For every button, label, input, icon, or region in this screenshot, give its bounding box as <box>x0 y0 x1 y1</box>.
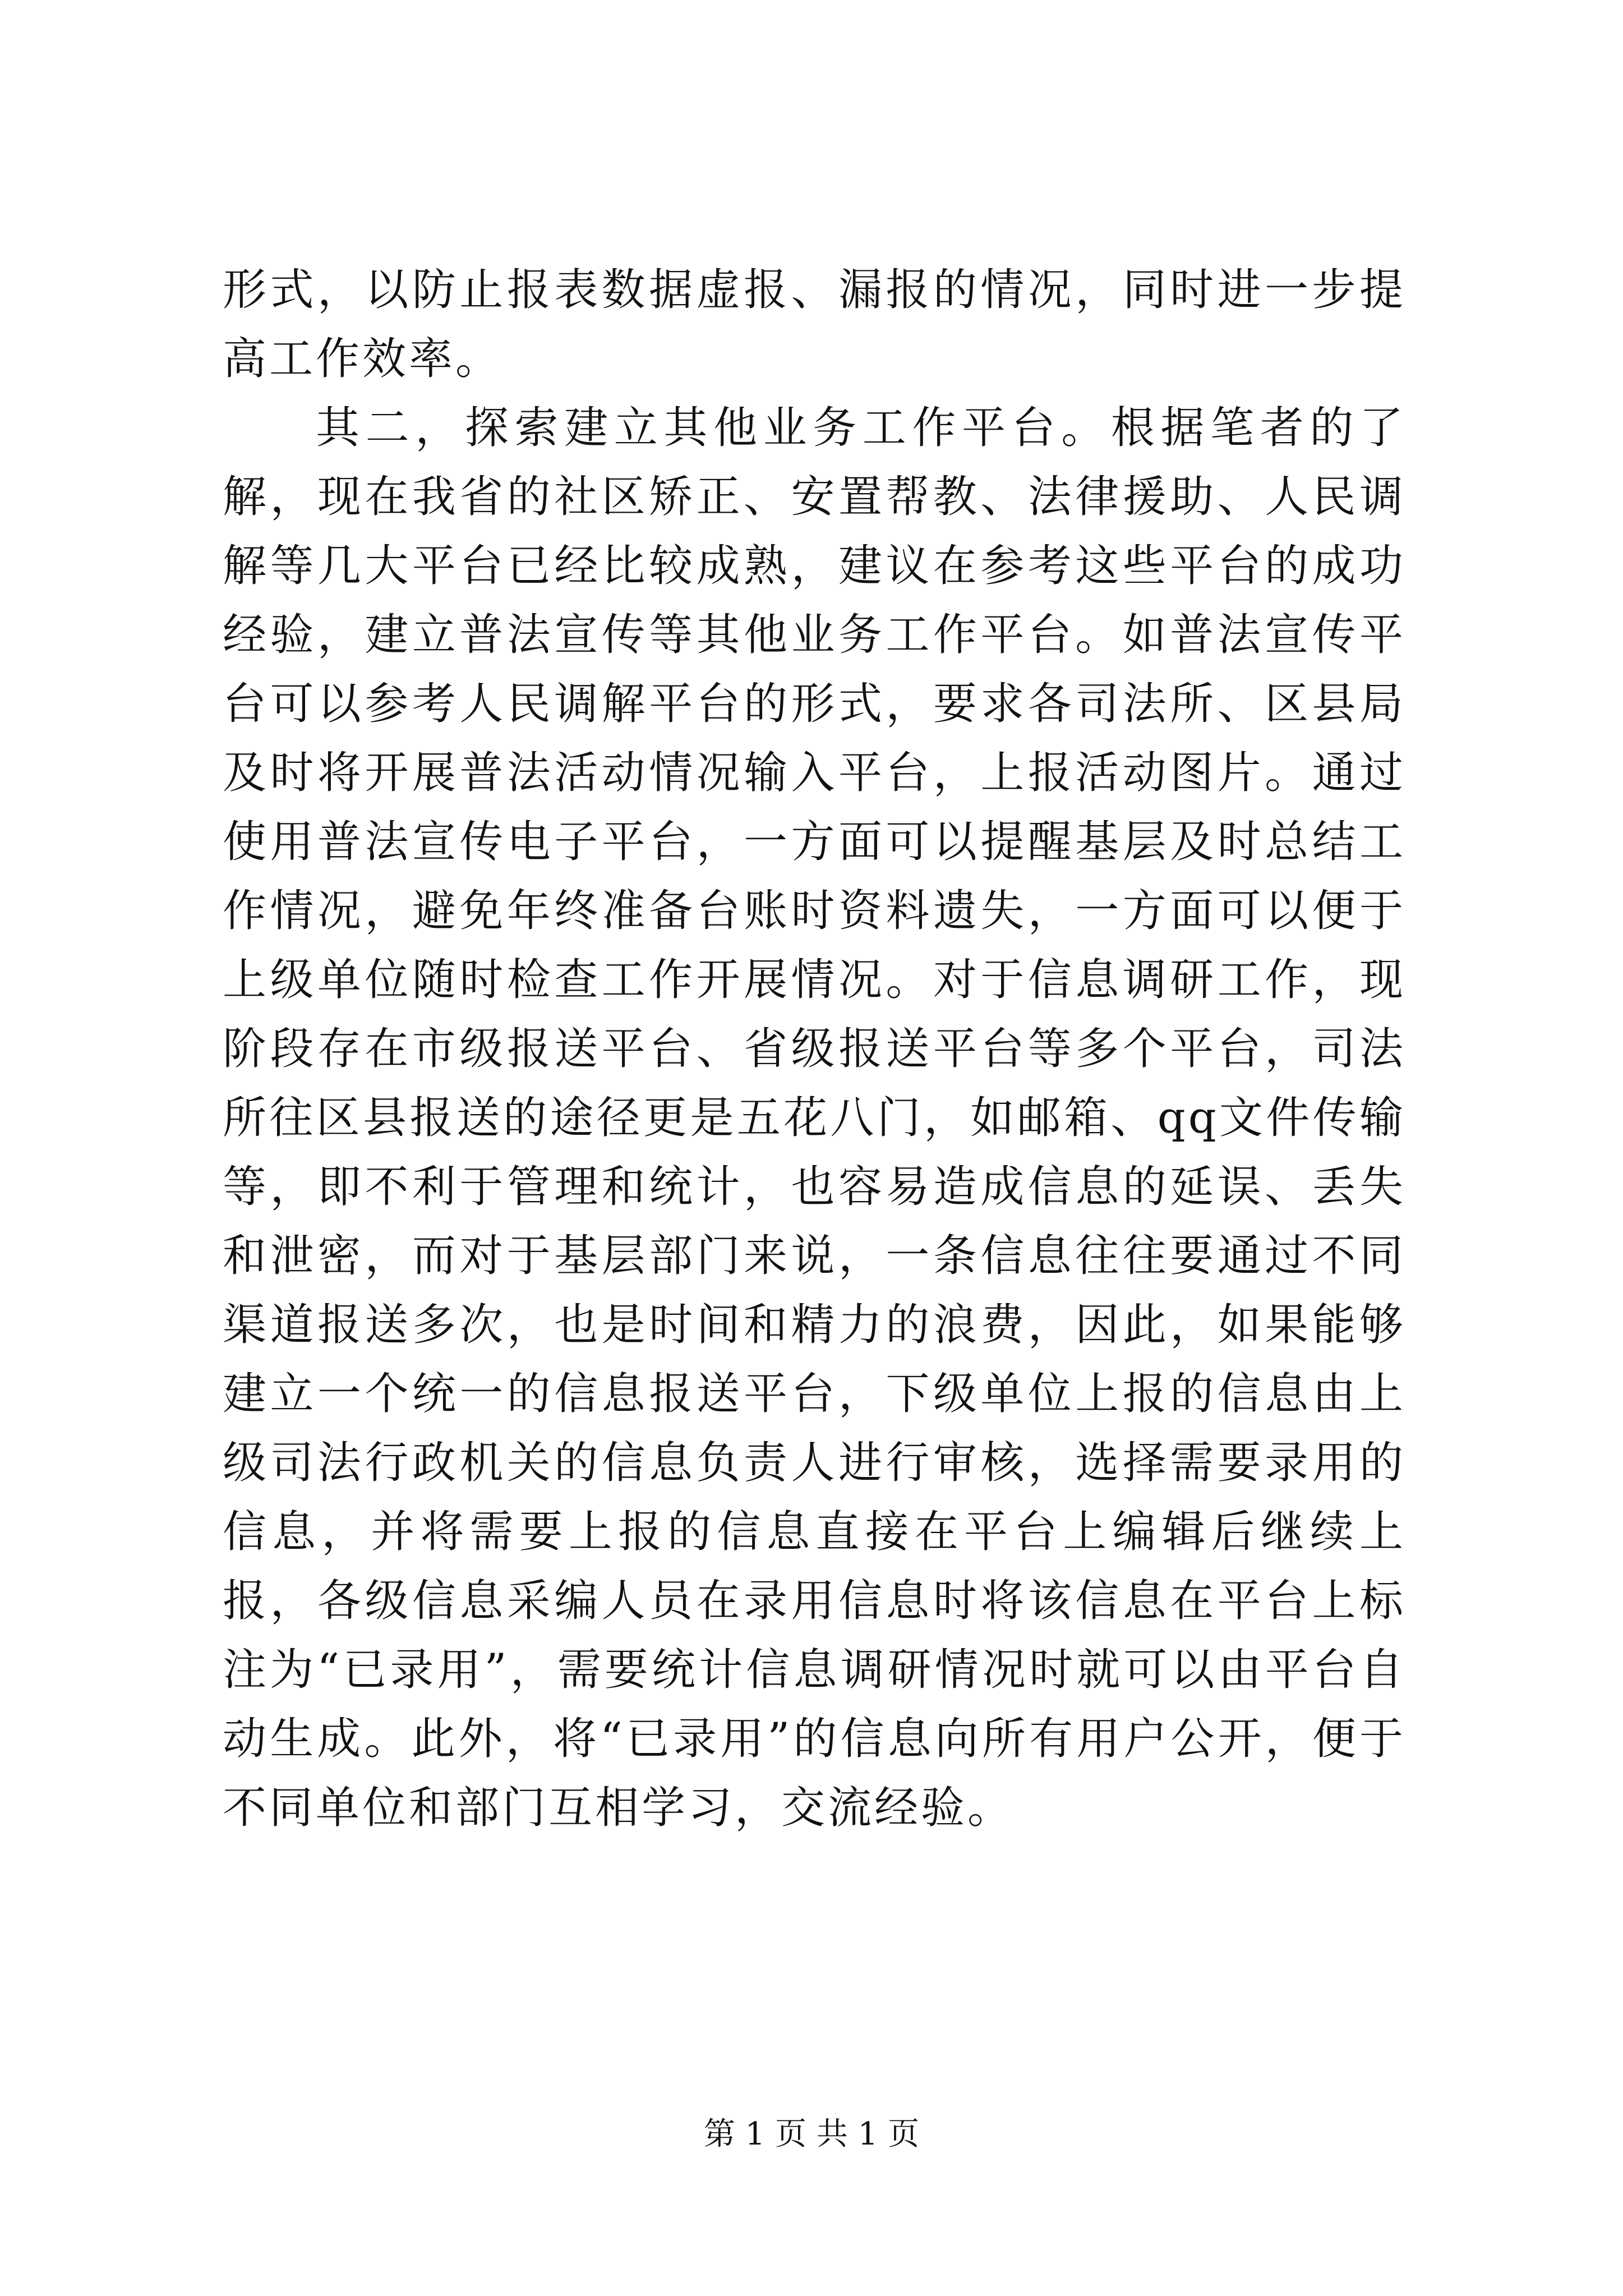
page-number-label: 第 1 页 共 1 页 <box>703 2116 920 2152</box>
page-footer <box>0 2115 1623 2154</box>
paragraph-2: 其二，探索建立其他业务工作平台。根据笔者的了解，现在我省的社区矫正、安置帮教、法律援助、人民调解等几大平台已经比较成熟，建议在参考这些平台的成功经验，建立普法宣传等其他业务工作平台。如普法宣传平台可以参考人民调解平台的形式，要求各司法所、区县局及时将开展普法活动情况输入平台，上报活动图片。通过使用普法宣传电子平台，一方面可以提醒基层及时总结工作情况，避免年终准备台账时资料遗失，一方面可以便于上级单位随时检查工作开展情况。对于信息调研工作，现阶段存在市级报送平台、省级报送平台等多个平台，司法所往区县报送的途径更是五花八门，如邮箱、qq文件传输等，即不利于管理和统计，也容易造成信息的延误、丢失和泄密，而对于基层部门来说，一条信息往往要通过不同渠道报送多次，也是时间和精力的浪费，因此，如果能够建立一个统一的信息报送平台，下级单位上报的信息由上级司法行政机关的信息负责人进行审核，选择需要录用的信息，并将需要上报的信息直接在平台上编辑后继续上报，各级信息采编人员在录用信息时将该信息在平台上标注为“已录用”，需要统计信息调研情况时就可以由平台自动生成。此外，将“已录用”的信息向所有用户公开，便于不同单位和部门互相学习，交流经验。 <box>223 403 1406 1833</box>
paragraph-1: 形式，以防止报表数据虚报、漏报的情况，同时进一步提高工作效率。 <box>223 265 1406 384</box>
document-body <box>223 256 1406 1843</box>
